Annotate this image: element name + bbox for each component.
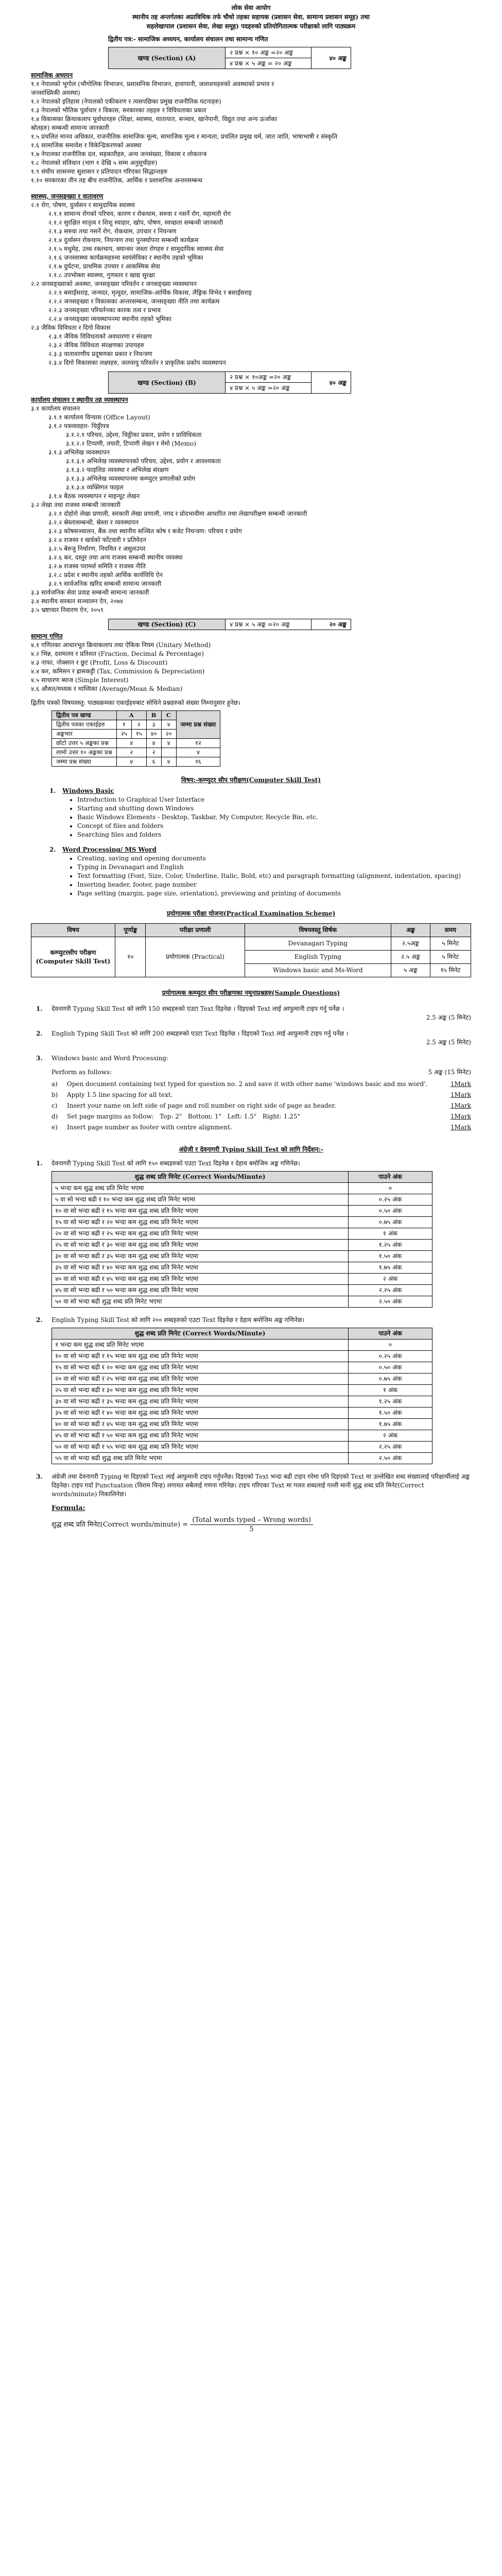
list-item: • Typing in Devanagari and English: [77, 863, 471, 872]
sub-mark: 1Mark: [450, 1113, 471, 1120]
list-item: ३.१.१ कार्यालय विन्यास (Office Layout): [48, 414, 150, 421]
list-item: १.१ नेपालको भूगोल (भौगोलिक विभाजन, प्रशासनिक विभाजन, हावापानी, जलाशयहरुको अवस्थाको प्रभाव र: [31, 80, 274, 88]
dist-cell: [161, 748, 176, 757]
sub-text: Apply 1.5 line spacing for all text.: [67, 1091, 173, 1098]
list-item: १.८ नेपालको संविधान (भाग १ देखि ५ सम्म अनुसूचीहरु): [31, 159, 158, 166]
dist-short-label: छोटो उत्तर ५ अङ्कका प्रश्न: [52, 739, 117, 748]
scheme-h-full: पूर्णाङ्क: [115, 924, 146, 937]
table-row: [52, 1351, 432, 1362]
list-item: ३.१.३ अभिलेख व्यवस्थापन: [48, 449, 110, 456]
marks-header: पाउने अंक: [349, 1172, 432, 1183]
list-item: ३.१.२.१ परिचय, उद्देश्य, चिठ्ठीका प्रकार, प्रयोग र प्राविधिकता: [66, 431, 202, 438]
distribution-table: [51, 710, 220, 767]
speed-cell: १० वा सो भन्दा बढी र १५ भन्दा कम शुद्ध शब्द प्रति मिनेट भएमा: [52, 1206, 349, 1217]
list-item: ३.२.४ राजस्व र खर्चको फाँटवारी र प्रतिवेदन: [48, 536, 146, 544]
list-item: २.३.२ जैविक विविधता संरक्षणका उपायहरु: [48, 342, 145, 349]
list-item: २.२.१ बसाइँसराइ, जन्मदर, मृत्युदर, सामाजिक-आर्थिक विकास, लैङ्गिक विभेद र बसाइँसराइ: [48, 289, 252, 296]
dist-cell: २: [116, 748, 146, 757]
marks-cell: ०.७५ अंक: [349, 1217, 432, 1228]
speed-cell: ४५ वा सो भन्दा बढी र ५० भन्दा कम शुद्ध शब्द प्रति मिनेट भएमा: [52, 1430, 349, 1442]
dist-hC: C: [161, 711, 176, 720]
marks-cell: २.५० अंक: [349, 1453, 432, 1464]
marks-cell: ०.५० अंक: [349, 1362, 432, 1374]
marks-header: पाउने अंक: [349, 1328, 432, 1340]
table-row: [52, 1453, 432, 1464]
list-item: १.६ सामाजिक समावेश र विकेन्द्रिकरणको अवस्था: [31, 142, 142, 149]
table-row: [52, 1183, 432, 1194]
dist-cell: २: [131, 720, 146, 730]
sub-question: [51, 1111, 471, 1122]
list-item: २.३.४ दिगो विकासका लक्ष्यहरु, जलवायु परिवर्तन र प्राकृतिक प्रकोप व्यवस्थापन: [48, 359, 226, 366]
typing-title: अंग्रेजी र देवनागरी Typing Skill Test को लागि निर्देशन:-: [179, 1146, 323, 1153]
list-item: २.१.४ दुर्व्यसन रोकथाम, नियन्त्रण तथा पुनर्स्थापना सम्बन्धी कार्यक्रम: [48, 236, 199, 244]
speed-cell: २० वा सो भन्दा बढी र २५ भन्दा कम शुद्ध शब्द प्रति मिनेट भएमा: [52, 1228, 349, 1240]
math-list: [31, 641, 471, 693]
speed-header: शुद्ध शब्द प्रति मिनेट (Correct Words/Minute): [52, 1172, 349, 1183]
table-row: [52, 1430, 432, 1442]
list-item: ४.२ भिन्न, दशमलव र प्रतिशत (Fraction, Decimal & Percentage): [31, 650, 204, 657]
question-number: 2.: [36, 1030, 43, 1037]
question-marks: 2.5 अङ्क (5 मिनेट): [426, 1014, 471, 1021]
dist-cell: ४: [146, 739, 161, 748]
list-item: २.३.३ वातावरणीय प्रदूषणका प्रकार र नियन्त्रण: [48, 350, 152, 358]
windows-heading: 1. Windows Basic: [49, 787, 114, 794]
scheme-topic: English Typing: [245, 951, 391, 964]
dist-cell: १: [116, 720, 131, 730]
list-item: ३.१.२ पत्रव्यवहार- चिठ्ठीपत्र: [48, 422, 109, 430]
dist-cell: ४०: [146, 730, 161, 739]
header-line-3: सहलेखापाल (प्रशासन सेवा, लेखा समूह) पदहरुको प्रतियोगितात्मक परीक्षाको लागि पाठ्यक्रम: [146, 23, 356, 30]
math-heading: सामान्य गणित: [31, 633, 63, 640]
list-item: ४.१ गणितका आधारभूत क्रियाकलाप तथा ऐकिक नियम (Unitary Method): [31, 641, 211, 649]
marks-cell: ०.२५ अंक: [349, 1351, 432, 1362]
dist-cell: ४: [176, 748, 220, 757]
scheme-h-time: समय: [430, 924, 471, 937]
list-item: स्रोतहरु) सम्बन्धी सामान्य जानकारी: [31, 124, 109, 131]
dist-cell: २०: [161, 730, 176, 739]
list-item: २.१.३ सरुवा तथा नसर्ने रोग, रोकथाम, उपचार र नियन्त्रण: [48, 228, 177, 235]
sample-question-3: [31, 1054, 471, 1133]
marks-cell: १.५० अंक: [349, 1408, 432, 1419]
list-item: ३.२.३ कोषसञ्चालन, बैंक तथा स्थानीय सञ्चित कोष र बजेट नियन्त्रण: परिचय र प्रयोग: [48, 528, 242, 535]
question-marks: 5 अङ्क (15 मिनेट): [428, 1069, 471, 1076]
dist-cell: ३: [146, 720, 161, 730]
org-name: लोक सेवा आयोग: [231, 4, 271, 11]
list-item: • Creating, saving and opening documents: [77, 854, 471, 863]
sample-question-2: [31, 1029, 471, 1047]
dist-cell: १५: [131, 730, 146, 739]
sub-question: [51, 1100, 471, 1111]
list-item: २.१.५ मधुमेह, उच्च रक्तचाप, क्यान्सर जस्ता रोगहरु र सामुदायिक स्वास्थ्य सेवा: [48, 245, 224, 252]
table-row: [52, 1285, 432, 1296]
sub-mark: 1Mark: [450, 1102, 471, 1109]
computer-title: विषय:-कम्प्युटर सीप परीक्षण(Computer Skill Test): [181, 776, 321, 784]
scheme-full: १०: [115, 937, 146, 977]
section-a-total: ४० अङ्क: [311, 47, 351, 69]
dist-unit-label: द्वितीय पत्रका एकाईहरु: [52, 720, 117, 730]
list-item: १.९ संघीय शासनमा सुशासन र प्रतिपादन गरिएका सिद्धान्तहरु: [31, 168, 168, 175]
list-item: २.२.४ जनसङ्ख्या व्यवस्थापनमा स्थानीय तहको भूमिका: [48, 315, 172, 323]
table-row: [52, 1262, 432, 1274]
dist-cell: १६: [176, 757, 220, 767]
marks-cell: १.५० अंक: [349, 1251, 432, 1262]
dist-hTotal: जम्मा प्रश्न संख्या: [176, 711, 220, 739]
dist-long-label: लामो उत्तर १० अङ्कका प्रश्न: [52, 748, 117, 757]
list-item: २.३.१ जैविक विविधताको अवधारणा र संरक्षण: [48, 333, 152, 340]
sub-questions: [51, 1079, 471, 1133]
dist-cell: ४: [161, 739, 176, 748]
speed-cell: ५० वा सो भन्दा बढी शुद्ध शब्द प्रति मिनेट भएमा: [52, 1296, 349, 1308]
list-item: ३.३ सार्वजनिक सेवा प्रवाह सम्बन्धी सामान्य जानकारी: [31, 589, 149, 596]
list-item: • Starting and shutting down Windows: [77, 804, 471, 813]
sub-question: [51, 1122, 471, 1133]
table-row: [52, 1408, 432, 1419]
header: [31, 3, 471, 31]
scheme-subject: कम्प्युटरसीप परीक्षण (Computer Skill Test): [31, 937, 115, 977]
question-marks: 2.5 अङ्क (5 मिनेट): [426, 1039, 471, 1046]
list-item: • Searching files and folders: [77, 831, 471, 839]
section-a-label: खण्ड (Section) (A): [109, 47, 226, 69]
table-row: [52, 1296, 432, 1308]
formula-fraction: [190, 1516, 313, 1534]
list-item: ३.१.३.१ अभिलेख व्यवस्थापनको परिचय, उद्देश्य, प्रयोग र आवश्यकता: [66, 457, 221, 465]
speed-cell: ५० वा सो भन्दा बढी र ५५ भन्दा कम शुद्ध शब्द प्रति मिनेट भएमा: [52, 1442, 349, 1453]
sub-text: Insert page number as footer with centre alignment.: [67, 1124, 232, 1131]
section-c-marks: [108, 619, 351, 630]
speed-cell: २५ वा सो भन्दा बढी र ३० भन्दा कम शुद्ध शब्द प्रति मिनेट भएमा: [52, 1385, 349, 1396]
social-list: [31, 80, 471, 185]
typing-english: [31, 1316, 471, 1464]
scheme-time: ५ मिनेट: [430, 937, 471, 951]
dist-total-label: जम्मा प्रश्न संख्या: [52, 757, 117, 767]
table-row: [52, 1194, 432, 1206]
list-item: ३.५ भ्रष्टाचार निवारण ऐन, २०५९: [31, 606, 103, 614]
table-row: [52, 1362, 432, 1374]
section-b-marks: [108, 371, 351, 394]
typing-intro: देवनागरी Typing Skill Test को लागि १५० शब्दहरुको एउटा Text दिइनेछ र देहाय बमोजिम अङ्क गणिनेछ।: [51, 1160, 300, 1167]
marks-cell: ०.५० अंक: [349, 1206, 432, 1217]
question-text: Windows basic and Word Processing:: [51, 1055, 169, 1062]
formula-numerator: (Total words typed – Wrong words): [190, 1516, 313, 1525]
speed-cell: १ भन्दा कम शुद्ध शब्द प्रति मिनेट भएमा: [52, 1340, 349, 1351]
sub-key: d): [51, 1113, 58, 1120]
dist-cell: ४: [161, 757, 176, 767]
marks-cell: ०: [349, 1340, 432, 1351]
marks-cell: २.५० अंक: [349, 1296, 432, 1308]
list-item: १.४ विकासका क्रियाकलाप पूर्वाधारहरु (शिक्षा, स्वास्थ्य, यातायात, सञ्चार, खानेपानी, विद्युत तथा अन्य ऊर्जाका: [31, 115, 278, 123]
marks-cell: १ अंक: [349, 1228, 432, 1240]
list-item: ३.२.६ कर, दस्तुर तथा अन्य राजस्व सम्बन्धी स्थानीय व्यवस्था: [48, 554, 183, 561]
dist-cell: ४: [161, 720, 176, 730]
list-item: • Introduction to Graphical User Interface: [77, 795, 471, 804]
list-item: ३.२.९ सार्वजनिक खरिद सम्बन्धी सामान्य जानकारी: [48, 580, 162, 587]
sub-text: Insert your name on left side of page and roll number on right side of page as header.: [67, 1102, 336, 1109]
speed-cell: ३० वा सो भन्दा बढी र ३५ भन्दा कम शुद्ध शब्द प्रति मिनेट भएमा: [52, 1396, 349, 1408]
section-a-row2: ४ प्रश्न × ५ अङ्क = २० अङ्क: [226, 58, 311, 69]
speed-cell: १५ वा सो भन्दा बढी र २० भन्दा कम शुद्ध शब्द प्रति मिनेट भएमा: [52, 1217, 349, 1228]
list-item: ३.१.३.४ व्यक्तिगत फाइल: [66, 484, 124, 491]
dist-cell: ४: [116, 739, 146, 748]
marks-cell: १ अंक: [349, 1385, 432, 1396]
formula-denominator: 5: [249, 1526, 254, 1533]
marks-cell: ०.७५ अंक: [349, 1374, 432, 1385]
dist-cell: ६: [146, 757, 161, 767]
marks-cell: ०: [349, 1183, 432, 1194]
sub-mark: 1Mark: [450, 1091, 471, 1098]
list-item: ३.२.७ राजस्व परामर्श समिति र राजस्व नीति: [48, 563, 146, 570]
social-heading: सामाजिक अध्ययन: [31, 72, 73, 79]
samples-title: प्रयोगात्मक कम्प्युटर सीप परीक्षणका नमूनाप्रश्नहरु(Sample Questions): [162, 989, 340, 996]
scheme-marks: ५ अङ्क: [391, 964, 430, 977]
list-item: • Text formatting (Font, Size, Color, Underline, Italic, Bold, etc) and paragraph formatting (alignment, indentation, spacing): [77, 872, 471, 880]
list-item: ३.१.३.२ फाइलिङ व्यवस्था र अभिलेख संरक्षण: [66, 466, 169, 473]
sub-question: [51, 1090, 471, 1100]
sub-mark: 1Mark: [450, 1124, 471, 1131]
question-text: देवनागरी Typing Skill Test को लागि 150 शब्दहरुको एउटा Text दिइनेछ । दिइएको Text लाई आफुमानी टाइप गर्नु पर्नेछ ।: [51, 1005, 344, 1012]
speed-cell: ४० वा सो भन्दा बढी र ४५ भन्दा कम शुद्ध शब्द प्रति मिनेट भएमा: [52, 1274, 349, 1285]
scheme-title: प्रयोगात्मक परीक्षा योजना(Practical Examination Scheme): [166, 910, 336, 917]
section-c-row1: ४ प्रश्न × ५ अङ्क =२० अङ्क: [226, 619, 311, 630]
table-row: [52, 1374, 432, 1385]
marks-cell: १.२५ अंक: [349, 1396, 432, 1408]
list-item: ३.२ लेखा तथा राजस्व सम्बन्धी जानकारी: [31, 501, 120, 509]
list-item: ३.१.४ बैठक व्यवस्थापन र माइन्यूट लेखन: [48, 493, 140, 500]
marks-cell: १.२५ अंक: [349, 1240, 432, 1251]
marks-cell: २ अंक: [349, 1274, 432, 1285]
sub-text: Set page margins as follow: Top: 2" Bottom: 1" Left: 1.5" Right: 1.25": [67, 1113, 300, 1120]
table-row: [52, 1206, 432, 1217]
typing-devanagari: [31, 1159, 471, 1308]
item-number: 2.: [36, 1316, 43, 1324]
office-list: [31, 404, 471, 615]
table-row: [52, 1251, 432, 1262]
sub-key: b): [51, 1091, 58, 1098]
paper-title: द्वितीय पत्र:- सामाजिक अध्ययन, कार्यालय संचालन तथा सामान्य गणित: [108, 36, 268, 43]
speed-cell: ५५ वा सो भन्दा बढी शुद्ध शब्द प्रति मिनेट भएमा: [52, 1453, 349, 1464]
table-row: [52, 1385, 432, 1396]
scheme-h-method: परीक्षा प्रणाली: [146, 924, 245, 937]
list-item: ३.२.८ प्रदेश र स्थानीय तहको आर्थिक कार्यविधि ऐन: [48, 571, 163, 579]
devanagari-speed-table: [51, 1171, 432, 1308]
marks-cell: २.२५ अंक: [349, 1285, 432, 1296]
dist-cell: २५: [116, 730, 131, 739]
dist-h1: द्वितीय पत्र खण्ड: [52, 711, 117, 720]
typing-intro: English Typing Skill Test को लागि २०० शब्दहरुको एउटा Text दिइनेछ र देहाय बमोजिम अङ्क गणिनेछ।: [51, 1316, 304, 1324]
formula-label: Formula:: [51, 1504, 85, 1512]
table-row: [52, 1442, 432, 1453]
perform-line: [51, 1068, 471, 1077]
list-item: ३.४ स्थानीय सरकार सञ्चालन ऐन, २०७४: [31, 598, 124, 605]
office-heading: कार्यालय संचालन र स्थानीय तह व्यवस्थापन: [31, 396, 128, 403]
section-c-total: २० अङ्क: [311, 619, 351, 630]
list-item: ४.३ नाफा, नोक्सान र छुट (Profit, Loss & Discount): [31, 659, 168, 666]
perform-label: Perform as follows:: [51, 1069, 112, 1076]
health-heading: स्वास्थ्य, जनसङ्ख्या र वातावरण: [31, 193, 103, 200]
table-row: [52, 1217, 432, 1228]
marks-cell: १.७५ अंक: [349, 1262, 432, 1274]
table-row: [52, 1340, 432, 1351]
word-heading: 2. Word Processing/ MS Word: [49, 846, 157, 853]
header-line-2: स्थानीय तह अन्तर्गतका अप्राविधिक तर्फ चौथो तहका सहायक (प्रशासन सेवा, सामान्य प्रशासन समूह) तथा: [132, 13, 370, 21]
scheme-marks: २.५अङ्क: [391, 937, 430, 951]
speed-cell: २० वा सो भन्दा बढी र २५ भन्दा कम शुद्ध शब्द प्रति मिनेट भएमा: [52, 1374, 349, 1385]
list-item: २.३ जैविक विविधता र दिगो विकास: [31, 324, 111, 331]
list-item: २.२.३ जनसङ्ख्या परिवर्तनका कारक तत्व र प्रभाव: [48, 307, 161, 314]
speed-cell: ३० वा सो भन्दा बढी र ३५ भन्दा कम शुद्ध शब्द प्रति मिनेट भएमा: [52, 1251, 349, 1262]
speed-cell: १० वा सो भन्दा बढी र १५ भन्दा कम शुद्ध शब्द प्रति मिनेट भएमा: [52, 1351, 349, 1362]
scheme-topic: Windows basic and Ms-Word: [245, 964, 391, 977]
dist-hA: A: [116, 711, 146, 720]
list-item: १.७ नेपालका राजनीतिक दल, सहकारीहरु, अन्य जनसंख्या, विकास र लोकतन्त्र: [31, 150, 207, 158]
list-item: ३.२.५ बेरुजु निर्धारण, नियमित र असुलउपर: [48, 545, 146, 552]
section-a-marks: [108, 47, 351, 69]
scheme-method: प्रयोगात्मक (Practical): [146, 937, 245, 977]
list-item: ४.५ साधारण ब्याज (Simple Interest): [31, 676, 129, 684]
table-row: [52, 1274, 432, 1285]
table-row: [52, 1419, 432, 1430]
list-item: १.१० सरकारका तीन तह बीच राजनीतिक, आर्थिक र प्रशासनिक अन्तरसम्बन्ध: [31, 177, 203, 184]
speed-cell: ५ वा सो भन्दा बढी र १० भन्दा कम शुद्ध शब्द प्रति मिनेट भएमा: [52, 1194, 349, 1206]
scheme-table: [31, 923, 471, 977]
sub-key: e): [51, 1124, 58, 1131]
word-list: [31, 854, 471, 898]
dist-hB: B: [146, 711, 161, 720]
list-item: ३.१.२.२ टिप्पणी, तयारी, टिप्पणी लेखन र मेमो (Memo): [66, 440, 196, 447]
question-number: 1.: [36, 1005, 43, 1012]
list-item: • Inserting header, footer, page number: [77, 880, 471, 889]
list-item: १.२ नेपालको इतिहास (नेपालको एकीकरण र त्यसपछिका प्रमुख राजनीतिक घटनाहरु): [31, 98, 221, 105]
scheme-topic: Devanagari Typing: [245, 937, 391, 951]
table-row: [52, 1240, 432, 1251]
item-number: 3.: [36, 1473, 43, 1480]
speed-cell: ४५ वा सो भन्दा बढी र ५० भन्दा कम शुद्ध शब्द प्रति मिनेट भएमा: [52, 1285, 349, 1296]
list-item: • Page setting (margin, page size, orientation), previewing and printing of documents: [77, 889, 471, 898]
section-b-row1: २ प्रश्न × १०अङ्क =२० अङ्क: [226, 372, 311, 383]
marks-cell: २.२५ अंक: [349, 1442, 432, 1453]
list-item: ३.१ कार्यालय संचालन: [31, 405, 80, 412]
dist-marks-label: अङ्कभार: [52, 730, 117, 739]
sub-question: [51, 1079, 471, 1090]
question-text: English Typing Skill Test को लागि 200 शब्दहरुको एउटा Text दिइनेछ । दिइएको Text लाई आफुमानी टाइप गर्नु पर्नेछ ।: [51, 1030, 349, 1037]
note-text: अंग्रेजी तथा देवनागरी Typing मा दिइएको Text लाई आफुमानी टाइप गर्नुपर्नेछ। दिइएको Text भन्दा बढी टाइप गरेमा पनि दिइएको Text मा उल्लेखित शब्द संख्यालाई परिक्षार्थीलाई अङ्क दिइनेछ। टाइप गर्दा Punctuation (विराम चिन्ह) लगायत सबैलाई गणना गरिनेछ। टाइप गरिएका Text मा गलत शब्दलाई गल्ती मानी शुद्ध शब्द प्रति मिनेट(Correct words/minute) निकालिनेछ।: [51, 1473, 470, 1498]
list-item: ३.२.१ दोहोरो लेखा प्रणाली, सरकारी लेखा प्रणाली, नगद र प्रोदभावीमा आधारित तथा लेखापरीक्षण सम्बन्धी जानकारी: [48, 510, 307, 517]
formula-lhs: शुद्ध शब्द प्रति मिनेट(Correct words/minute) =: [51, 1521, 188, 1529]
table-row: [52, 1396, 432, 1408]
speed-cell: २५ वा सो भन्दा बढी र ३० भन्दा कम शुद्ध शब्द प्रति मिनेट भएमा: [52, 1240, 349, 1251]
item-number: 1.: [36, 1160, 43, 1167]
distribution-intro: द्वितीय पत्रको विषयवस्तु: पाठ्यक्रमका एकाईहरुबाट सोधिने प्रश्नहरुको संख्या निम्नानुसार हुनेछ।: [31, 699, 240, 706]
list-item: २.१.६ जनस्वास्थ्य कार्यक्रमहरुमा स्वयंसेविका र स्थानीय तहको भूमिका: [48, 254, 203, 261]
scheme-h-subject: विषय: [31, 924, 115, 937]
list-item: ३.१.३.३ अभिलेख व्यवस्थापनमा कम्प्युटर प्रणालीको प्रयोग: [66, 475, 196, 482]
scheme-h-marks: अङ्क: [391, 924, 430, 937]
dist-cell: १२: [176, 739, 220, 748]
typing-note: [31, 1472, 471, 1499]
list-item: • Basic Windows Elements - Desktop, Taskbar, My Computer, Recycle Bin, etc.: [77, 813, 471, 822]
formula: [31, 1504, 471, 1534]
marks-cell: ०.२५ अंक: [349, 1194, 432, 1206]
sub-mark: 1Mark: [450, 1080, 471, 1088]
speed-cell: ४० वा सो भन्दा बढी र ४५ भन्दा कम शुद्ध शब्द प्रति मिनेट भएमा: [52, 1419, 349, 1430]
list-item: २.१.८ उपभोक्ता स्वास्थ्य, गुणस्तर र खाद्य सुरक्षा: [48, 272, 155, 279]
english-speed-table: [51, 1328, 432, 1464]
windows-list: [31, 795, 471, 839]
marks-cell: २ अंक: [349, 1430, 432, 1442]
speed-cell: ३५ वा सो भन्दा बढी र ४० भन्दा कम शुद्ध शब्द प्रति मिनेट भएमा: [52, 1262, 349, 1274]
sub-key: c): [51, 1102, 58, 1109]
speed-cell: १५ वा सो भन्दा बढी र २० भन्दा कम शुद्ध शब्द प्रति मिनेट भएमा: [52, 1362, 349, 1374]
list-item: २.२.२ जनसङ्ख्या र विकासका अन्तरसम्बन्ध, जनसङ्ख्या नीति तथा कार्यक्रम: [48, 298, 220, 305]
list-item: २.१.२ सुरक्षित मातृत्व र शिशु स्याहार, खोप, पोषण, स्वच्छता सम्बन्धी जानकारी: [48, 219, 223, 226]
list-item: जनसांख्यिकी अवस्था): [31, 89, 80, 96]
list-item: २.१.१ सामान्य रोगको परिचय, कारण र रोकथाम, सरुवा र नसर्ने रोग, महामारी रोग: [48, 210, 231, 217]
scheme-time: ५ मिनेट: [430, 951, 471, 964]
sample-question-1: [31, 1005, 471, 1022]
section-a-row1: २ प्रश्न × १० अङ्क =२० अङ्क: [226, 47, 311, 58]
section-b-label: खण्ड (Section) (B): [109, 372, 226, 394]
list-item: २.१ रोग, पोषण, दुर्व्यसन र सामुदायिक स्वास्थ्य: [31, 201, 135, 209]
question-number: 3.: [36, 1055, 43, 1062]
scheme-h-topic: विषयवस्तु शिर्षक: [245, 924, 391, 937]
dist-cell: २: [146, 748, 161, 757]
marks-cell: १.७५ अंक: [349, 1419, 432, 1430]
section-b-row2: ४ प्रश्न × ५ अङ्क =२० अङ्क: [226, 383, 311, 394]
speed-cell: ३५ वा सो भन्दा बढी र ४० भन्दा कम शुद्ध शब्द प्रति मिनेट भएमा: [52, 1408, 349, 1419]
section-c-label: खण्ड (Section) (C): [109, 619, 226, 630]
sub-key: a): [51, 1080, 58, 1088]
health-list: [31, 201, 471, 367]
scheme-time: १५ मिनेट: [430, 964, 471, 977]
speed-cell: ५ भन्दा कम शुद्ध शब्द प्रति मिनेट भएमा: [52, 1183, 349, 1194]
list-item: ३.२.२ स्रेस्तासम्बन्धी, स्रेस्ता र व्यवस्थापन: [48, 519, 139, 526]
list-item: २.२ जनसङ्ख्याको अवस्था, जनसङ्ख्या परिवर्तन र जनसङ्ख्या व्यवस्थापन: [31, 280, 197, 287]
list-item: • Concept of files and folders: [77, 822, 471, 831]
list-item: ४.४ कर, कमिसन र ह्रासकट्टी (Tax, Commission & Depreciation): [31, 668, 205, 675]
section-b-total: ४० अङ्क: [311, 372, 351, 394]
table-row: [52, 1228, 432, 1240]
speed-header: शुद्ध शब्द प्रति मिनेट (Correct Words/Minute): [52, 1328, 349, 1340]
list-item: ४.६ औसत/मध्यक र माध्यिका (Average/Mean & Median): [31, 685, 183, 692]
dist-cell: ४: [116, 757, 146, 767]
scheme-marks: २.५ अङ्क: [391, 951, 430, 964]
list-item: १.३ नेपालको भौतिक पूर्वाधार र विकास, सरकारका तहहरु र विविधताका प्रकार: [31, 107, 206, 114]
list-item: २.१.७ दुर्घटना, प्राथमिक उपचार र आकस्मिक सेवा: [48, 263, 160, 270]
sub-text: Open document containing text typed for question no. 2 and save it with other name 'windows basic and ms word'.: [67, 1080, 428, 1088]
list-item: १.५ प्रचलित मानव अधिकार, राजनीतिक सामाजिक मूल्य, सामाजिक मूल्य र मान्यता, प्रचलित प्रमुख धर्म, जात जाति, भाषाभाषी र संस्कृति: [31, 133, 338, 140]
